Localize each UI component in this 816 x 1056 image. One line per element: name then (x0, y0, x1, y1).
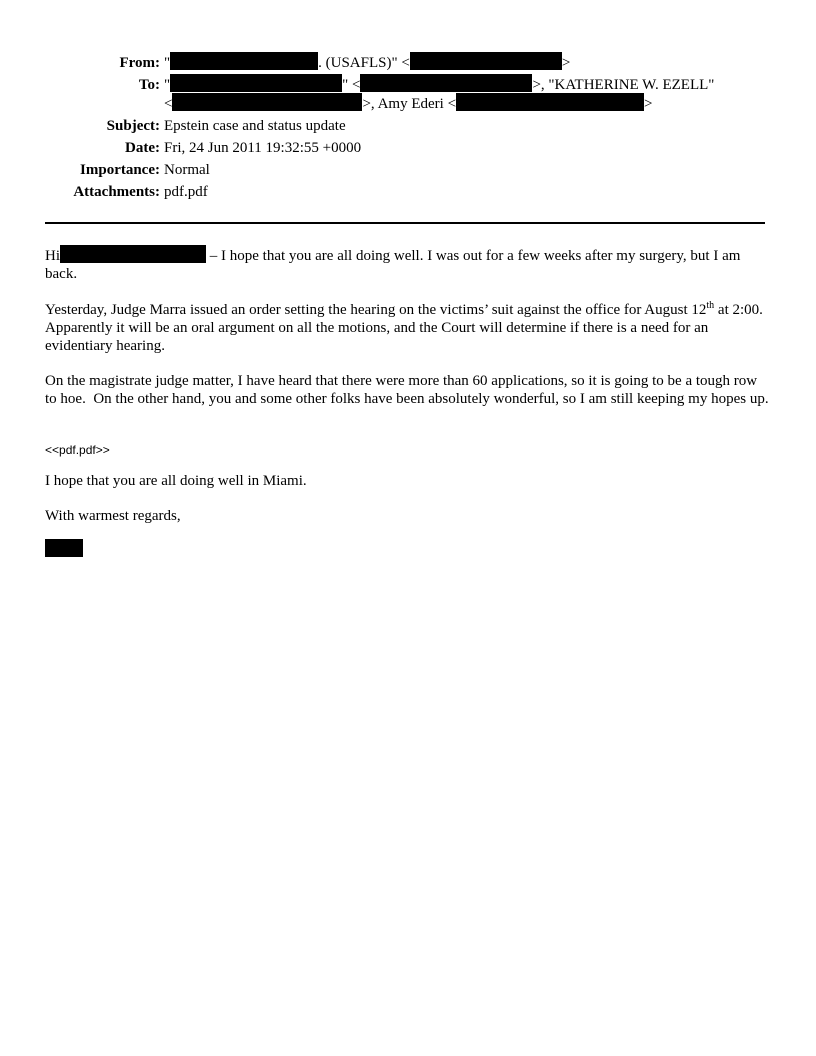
importance-label: Importance: (80, 162, 160, 178)
importance-value: Normal (164, 162, 210, 178)
attachment-reference: <<pdf.pdf>> (45, 443, 110, 457)
subject-label: Subject: (106, 118, 160, 134)
redaction-block (360, 74, 532, 92)
to-value: " " < >, "KATHERINE W. EZELL" (164, 74, 714, 96)
to-label: To: (138, 77, 160, 93)
body-paragraph-3: On the magistrate judge matter, I have heard that there were more than 60 applications, so it is going to be a tough row to hoe. On the other hand, you and some other folks have been absolutely wonderful, so I am still keeping my hopes up. (45, 373, 769, 407)
subject-row (0, 115, 816, 137)
redaction-block (170, 52, 318, 70)
date-label: Date: (125, 140, 160, 156)
from-row (0, 52, 816, 74)
body-paragraph-1: Hi – I hope that you are all doing well. I was out for a few weeks after my surgery, but I am back. (45, 245, 769, 283)
closing-line: With warmest regards, (45, 508, 181, 524)
importance-row (0, 159, 816, 181)
to-value-line2: < >, Amy Ederi < > (164, 93, 653, 115)
redaction-block (172, 93, 362, 111)
attachments-label: Attachments: (73, 184, 160, 200)
date-row (0, 137, 816, 159)
to-row-continued (0, 93, 816, 115)
header-divider (45, 222, 765, 224)
attachments-value: pdf.pdf (164, 184, 208, 200)
redaction-block (410, 52, 562, 70)
from-value: " . (USAFLS)" < > (164, 52, 570, 74)
attachments-row (0, 181, 816, 203)
body-paragraph-2: Yesterday, Judge Marra issued an order setting the hearing on the victims’ suit against the office for August 12th at 2:00. Apparently it will be an oral argument on all the motions, and the Court will determine if there is a need for an evidentiary hearing. (45, 300, 767, 354)
signature-redaction (45, 539, 83, 557)
redaction-block (170, 74, 342, 92)
redaction-block (456, 93, 644, 111)
redaction-block (60, 245, 206, 263)
body-paragraph-4: I hope that you are all doing well in Miami. (45, 473, 307, 489)
subject-value: Epstein case and status update (164, 118, 346, 134)
from-label: From: (119, 55, 160, 71)
date-value: Fri, 24 Jun 2011 19:32:55 +0000 (164, 140, 362, 156)
